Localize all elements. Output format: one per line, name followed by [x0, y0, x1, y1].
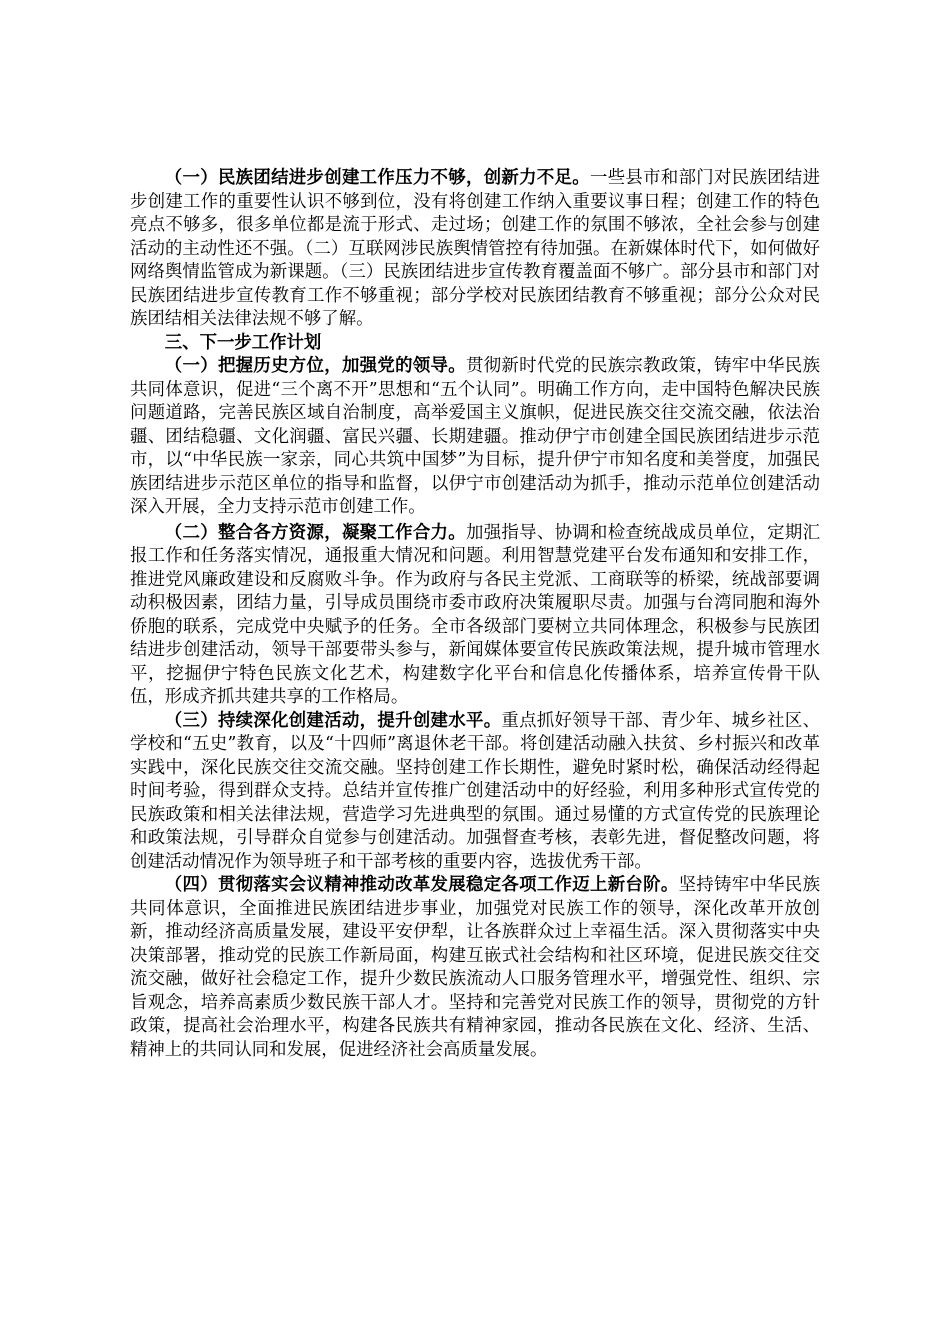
plan-paragraph-1-lead: （一）把握历史方位，加强党的领导。 [164, 356, 466, 376]
plan-paragraph-1 [130, 355, 820, 520]
problem-paragraph-1-body: 一些县市和部门对民族团结进步创建工作的重要性认识不够到位，没有将创建工作纳入重要议事日程；创建工作的特色亮点不够多，很多单位都是流于形式、走过场；创建工作的氛围不够浓，全社会参与创建活动的主动性还不强。（二）互联网涉民族舆情管控有待加强。在新媒体时代下，如何做好网络舆情监管成为新课题。（三）民族团结进步宣传教育覆盖面不够广。部分县市和部门对民族团结进步宣传教育工作不够重视；部分学校对民族团结教育不够重视；部分公众对民族团结相关法律法规不够了解。 [130, 168, 820, 329]
plan-paragraph-2-lead: （二）整合各方资源，凝聚工作合力。 [164, 522, 466, 543]
plan-paragraph-3-lead: （三）持续深化创建活动，提升创建水平。 [164, 710, 502, 731]
section-heading: 三、下一步工作计划 [164, 332, 322, 353]
problem-paragraph-1-lead: （一）民族团结进步创建工作压力不够，创新力不足。 [164, 168, 590, 188]
document-page [130, 167, 820, 1062]
plan-paragraph-1-body: 贯彻新时代党的民族宗教政策，铸牢中华民族共同体意识，促进“三个离不开”思想和“五个认同”。明确工作方向，走中国特色解决民族问题道路，完善民族区域自治制度，高举爱国主义旗帜，促进民族交往交流交融，依法治疆、团结稳疆、文化润疆、富民兴疆、长期建疆。推动伊宁市创建全国民族团结进步示范市，以“中华民族一家亲，同心共筑中国梦”为目标，提升伊宁市知名度和美誉度，加强民族团结进步示范区单位的指导和监督，以伊宁市创建活动为抓手，推动示范单位创建活动深入开展，全力支持示范市创建工作。 [130, 356, 820, 517]
plan-paragraph-2 [130, 522, 820, 710]
plan-paragraph-2-body: 加强指导、协调和检查统战成员单位，定期汇报工作和任务落实情况，通报重大情况和问题。利用智慧党建平台发布通知和安排工作，推进党风廉政建设和反腐败斗争。作为政府与各民主党派、工商联等的桥梁，统战部要调动积极因素，团结力量，引导成员围绕市委市政府决策履职尽责。加强与台湾同胞和海外侨胞的联系，完成党中央赋予的任务。全市各级部门要树立共同体理念，积极参与民族团结进步创建活动，领导干部要带头参与，新闻媒体要宣传民族政策法规，提升城市管理水平，挖掘伊宁特色民族文化艺术，构建数字化平台和信息化传播体系，培养宣传骨干队伍，形成齐抓共建共享的工作格局。 [130, 522, 820, 707]
problem-paragraph-1 [130, 167, 820, 332]
plan-paragraph-4-body: 坚持铸牢中华民族共同体意识，全面推进民族团结进步事业，加强党对民族工作的领导，深化改革开放创新，推动经济高质量发展，建设平安伊犁，让各族群众过上幸福生活。深入贯彻落实中央决策部署，推动党的民族工作新局面，构建互嵌式社会结构和社区环境，促进民族交往交流交融，做好社会稳定工作，提升少数民族流动人口服务管理水平，增强党性、组织、宗旨观念，培养高素质少数民族干部人才。坚持和完善党对民族工作的领导，贯彻党的方针政策，提高社会治理水平，构建各民族共有精神家园，推动各民族在文化、经济、生活、精神上的共同认同和发展，促进经济社会高质量发展。 [130, 875, 820, 1060]
plan-paragraph-4-lead: （四）贯彻落实会议精神推动改革发展稳定各项工作迈上新台阶。 [164, 875, 679, 895]
plan-paragraph-4 [130, 874, 820, 1062]
plan-paragraph-3-body: 重点抓好领导干部、青少年、城乡社区、学校和“五史”教育，以及“十四师”离退休老干部。将创建活动融入扶贫、乡村振兴和改革实践中，深化民族交往交流交融。坚持创建工作长期性，避免时紧时松，确保活动经得起时间考验，得到群众支持。总结并宣传推广创建活动中的好经验，利用多种形式宣传党的民族政策和相关法律法规，营造学习先进典型的氛围。通过易懂的方式宣传党的民族理论和政策法规，引导群众自觉参与创建活动。加强督查考核，表彰先进，督促整改问题，将创建活动情况作为领导班子和干部考核的重要内容，选拔优秀干部。 [130, 710, 820, 872]
plan-paragraph-3 [130, 710, 820, 875]
